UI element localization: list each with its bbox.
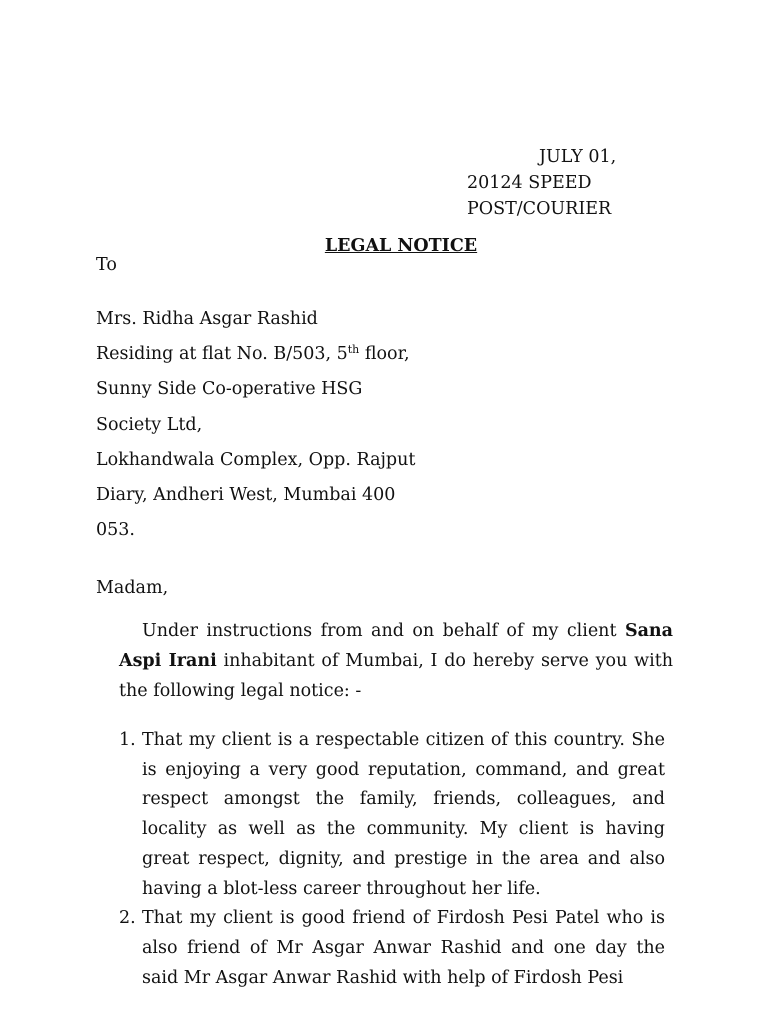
point-text: That my client is a respectable citizen of this country. She is enjoying a very good reputation, command, and great respect amongst the family, friends, colleagues, and locality as well as the community. My client is having great respect, dignity, and prestige in the area and also having a blot-less career throughout her life. xyxy=(142,730,665,899)
address-line-4: Lokhandwala Complex, Opp. Rajput xyxy=(96,449,416,470)
list-item xyxy=(119,726,665,904)
ordinal-suffix: th xyxy=(347,343,360,357)
client-name: Sana Aspi Irani xyxy=(119,621,673,671)
point-number: 2. xyxy=(119,908,136,929)
address-line-1-text: Residing at flat No. B/503, 5 xyxy=(96,344,348,365)
intro-text-tail: inhabitant of Mumbai, I do hereby serve you with the following legal notice: - xyxy=(119,651,673,701)
address-line-6: 053. xyxy=(96,520,135,541)
list-item xyxy=(119,904,665,993)
dispatch-mode: POST/COURIER xyxy=(467,199,612,219)
salutation: Madam, xyxy=(96,578,169,598)
date-line-1: JULY 01, xyxy=(539,147,617,167)
address-line-3: Society Ltd, xyxy=(96,414,203,435)
intro-text: Under instructions from and on behalf of my client xyxy=(142,621,625,641)
date-and-dispatch-block xyxy=(467,144,637,222)
address-line-5: Diary, Andheri West, Mumbai 400 xyxy=(96,485,396,506)
address-line-2: Sunny Side Co-operative HSG xyxy=(96,379,363,400)
address-line-1-tail: floor, xyxy=(359,344,410,365)
notice-title: LEGAL NOTICE xyxy=(324,236,478,256)
to-label: To xyxy=(96,255,117,275)
address-line-1 xyxy=(96,337,415,372)
date-line-2: 20124 SPEED xyxy=(467,173,592,193)
recipient-name: Mrs. Ridha Asgar Rashid xyxy=(96,309,318,329)
intro-paragraph xyxy=(119,616,673,706)
point-text: That my client is good friend of Firdosh Pesi Patel who is also friend of Mr Asgar Anwar Rashid and one day the said Mr Asgar Anwar Rashid with help of Firdosh Pesi xyxy=(142,908,665,988)
notice-points-list xyxy=(119,726,665,993)
recipient-address xyxy=(96,302,415,548)
point-number: 1. xyxy=(119,730,136,750)
